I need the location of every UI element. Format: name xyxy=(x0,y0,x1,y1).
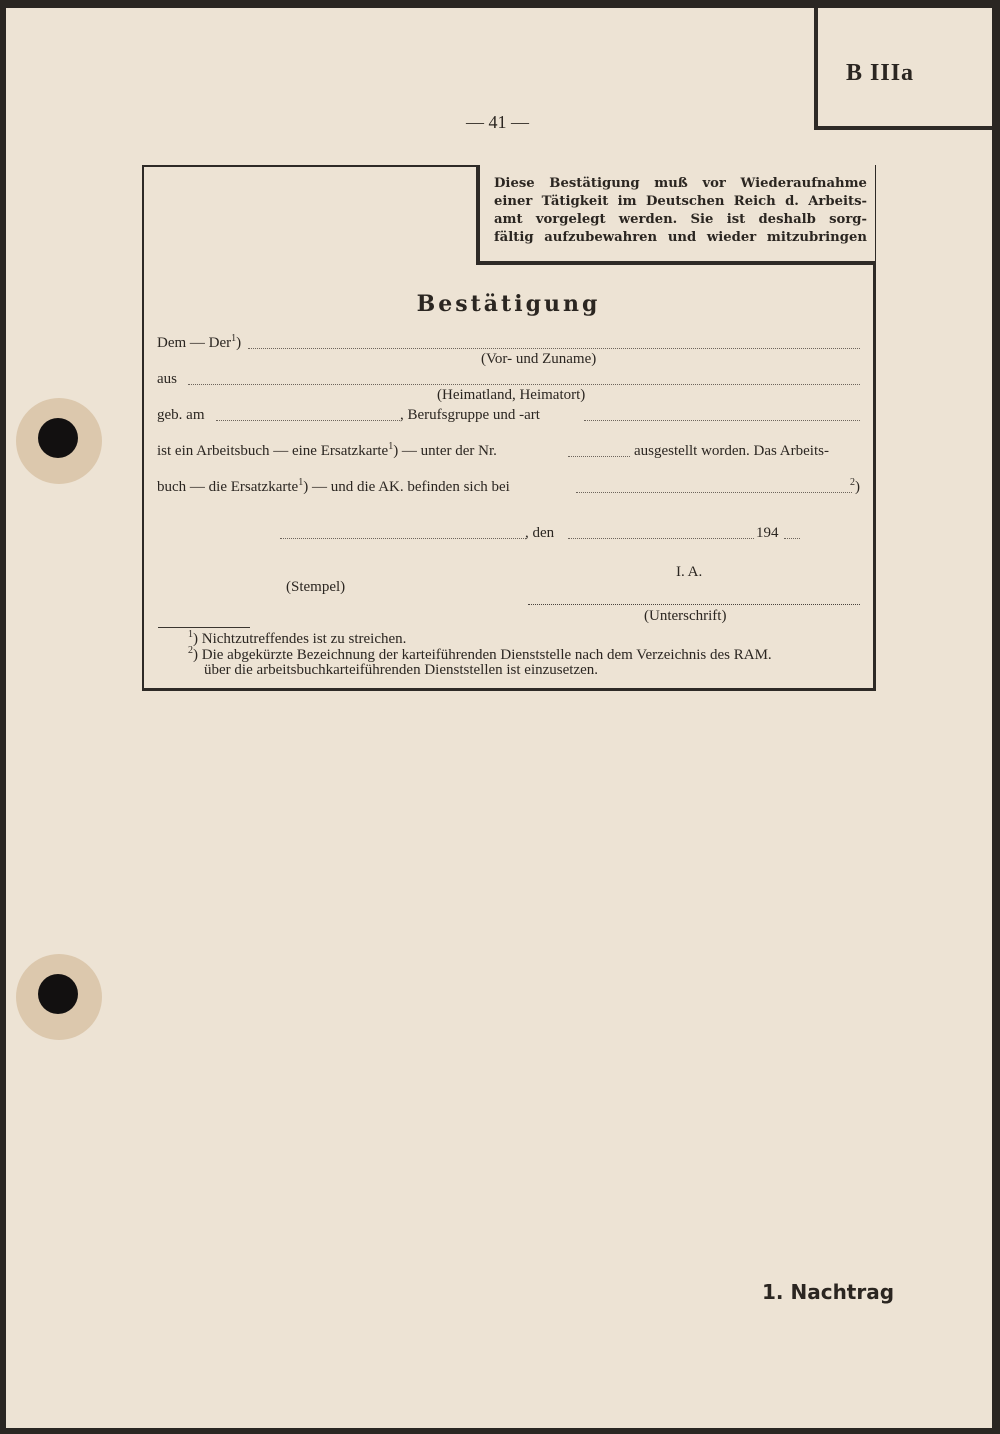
stamp-label: (Stempel) xyxy=(286,579,346,595)
aus-label: aus xyxy=(157,371,177,387)
supplement-label: 1. Nachtrag xyxy=(762,1280,895,1304)
footnote-1: $^1$) Nichtzutreffendes ist zu streichen. xyxy=(188,629,407,647)
notice-line: fältig aufzubewahren und wieder mitzubringen xyxy=(494,230,867,245)
birth-date-field[interactable] xyxy=(216,420,400,421)
footnote-rule xyxy=(158,627,250,628)
date-field[interactable] xyxy=(568,538,754,539)
ia-label: I. A. xyxy=(676,564,703,580)
occupation-label: , Berufsgruppe und -art xyxy=(400,407,540,423)
place-field[interactable] xyxy=(280,538,526,539)
year-field[interactable] xyxy=(784,538,800,539)
date-label: , den xyxy=(525,525,555,541)
page-number: — 41 — xyxy=(466,112,529,132)
form-code-box xyxy=(814,8,992,130)
punch-hole-bottom xyxy=(16,954,102,1040)
form-code: B IIIa xyxy=(846,60,915,86)
occupation-field[interactable] xyxy=(584,420,860,421)
confirmation-form xyxy=(142,165,876,691)
office-field[interactable] xyxy=(576,492,852,493)
office-footnote-ref: $^2$) xyxy=(850,477,860,495)
footnote-2-continued: über die arbeitsbuchkarteiführenden Dienststellen ist einzusetzen. xyxy=(204,662,599,678)
notice-line: einer Tätigkeit im Deutschen Reich d. Arbeits- xyxy=(494,194,867,209)
dem-der-label: Dem — Der$^1$) xyxy=(157,333,242,351)
notice-line: Diese Bestätigung muß vor Wiederaufnahme xyxy=(494,176,867,191)
notice-line: amt vorgelegt werden. Sie ist deshalb sorg- xyxy=(494,212,867,227)
location-text: buch — die Ersatzkarte$^1$) — und die AK. befinden sich bei xyxy=(157,477,510,495)
issued-text: ausgestellt worden. Das Arbeits- xyxy=(634,443,829,459)
document-page xyxy=(6,8,992,1428)
punch-hole-top xyxy=(16,398,102,484)
home-field[interactable] xyxy=(188,384,860,385)
notice-box xyxy=(476,165,875,265)
form-title: Bestätigung xyxy=(416,291,601,317)
number-field[interactable] xyxy=(568,456,630,457)
birth-date-label: geb. am xyxy=(157,407,205,423)
year-label: 194 xyxy=(756,525,779,541)
footnote-2: $^2$) Die abgekürzte Bezeichnung der karteiführenden Dienststelle nach dem Verzeichnis des RAM. xyxy=(188,645,772,663)
name-caption: (Vor- und Zuname) xyxy=(481,351,597,367)
name-field[interactable] xyxy=(248,348,860,349)
home-caption: (Heimatland, Heimatort) xyxy=(437,387,586,403)
signature-field[interactable] xyxy=(528,604,860,605)
workbook-issued-text: ist ein Arbeitsbuch — eine Ersatzkarte$^1$) — unter der Nr. xyxy=(157,441,497,459)
signature-label: (Unterschrift) xyxy=(644,608,727,624)
